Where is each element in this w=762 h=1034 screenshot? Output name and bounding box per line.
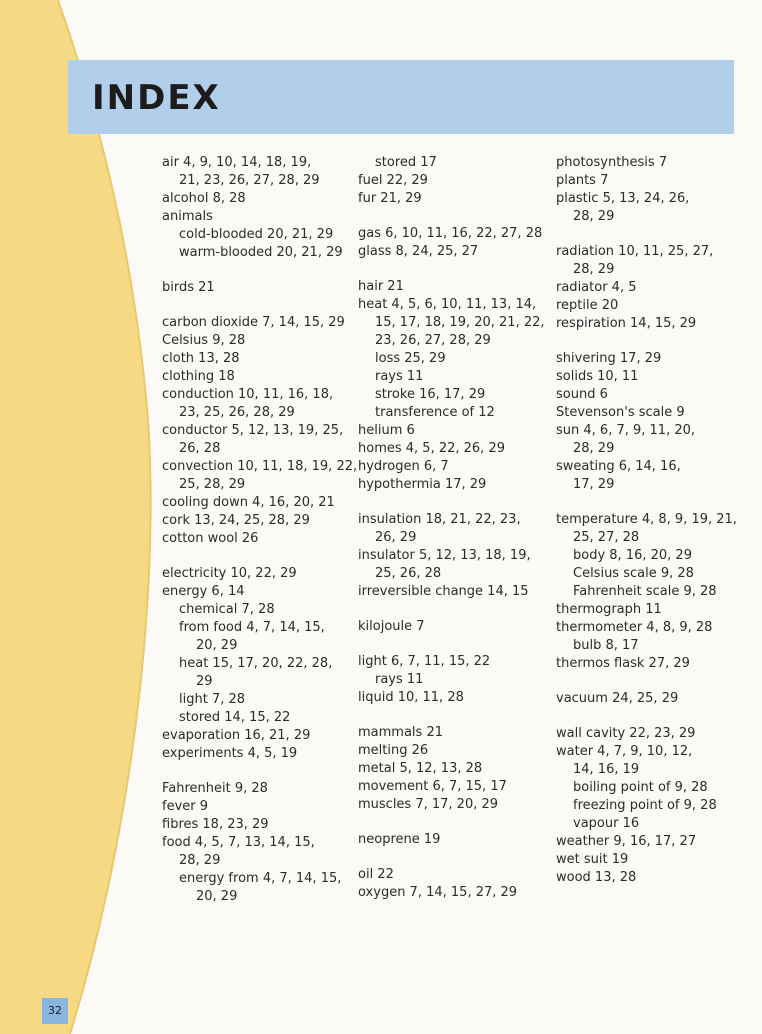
entry-continuation: 21, 23, 26, 27, 28, 29 bbox=[179, 173, 320, 188]
entry-text: helium 6 bbox=[358, 423, 415, 438]
index-subentry bbox=[162, 226, 352, 244]
entry-text: fever 9 bbox=[162, 799, 209, 814]
entry-text: energy from 4, 7, 14, 15, bbox=[179, 871, 342, 886]
entry-text: loss 25, 29 bbox=[375, 351, 446, 366]
index-entry bbox=[358, 296, 548, 350]
index-subentry bbox=[162, 619, 352, 655]
index-entry bbox=[358, 172, 548, 190]
index-banner bbox=[68, 60, 734, 134]
entry-text: cold-blooded 20, 21, 29 bbox=[179, 227, 334, 242]
entry-text: birds 21 bbox=[162, 280, 215, 295]
index-entry bbox=[162, 727, 352, 745]
index-entry bbox=[358, 190, 548, 208]
index-entry bbox=[162, 154, 352, 190]
index-entry bbox=[556, 190, 746, 226]
index-entry bbox=[556, 458, 746, 494]
index-entry bbox=[556, 655, 746, 673]
entry-text: thermometer 4, 8, 9, 28 bbox=[556, 620, 713, 635]
index-column-1 bbox=[162, 154, 358, 906]
entry-text: alcohol 8, 28 bbox=[162, 191, 246, 206]
entry-text: light 7, 28 bbox=[179, 692, 246, 707]
entry-text: cotton wool 26 bbox=[162, 531, 259, 546]
entry-text: wet suit 19 bbox=[556, 852, 629, 867]
index-entry bbox=[556, 279, 746, 297]
index-entry bbox=[162, 512, 352, 530]
index-column-3 bbox=[556, 154, 746, 887]
entry-text: air 4, 9, 10, 14, 18, 19, bbox=[162, 155, 312, 170]
entry-text: oxygen 7, 14, 15, 27, 29 bbox=[358, 885, 518, 900]
index-entry bbox=[162, 279, 352, 297]
entry-text: vacuum 24, 25, 29 bbox=[556, 691, 679, 706]
index-entry bbox=[556, 243, 746, 279]
index-subentry bbox=[358, 404, 548, 422]
index-subentry bbox=[162, 870, 352, 906]
entry-text: rays 11 bbox=[375, 672, 424, 687]
entry-text: freezing point of 9, 28 bbox=[573, 798, 717, 813]
entry-text: glass 8, 24, 25, 27 bbox=[358, 244, 479, 259]
index-entry bbox=[358, 866, 548, 884]
index-entry bbox=[358, 547, 548, 583]
index-entry bbox=[162, 332, 352, 350]
entry-continuation: 25, 26, 28 bbox=[375, 566, 442, 581]
index-entry bbox=[162, 368, 352, 386]
index-entry bbox=[556, 386, 746, 404]
entry-text: respiration 14, 15, 29 bbox=[556, 316, 697, 331]
entry-text: light 6, 7, 11, 15, 22 bbox=[358, 654, 491, 669]
entry-continuation: 20, 29 bbox=[196, 638, 238, 653]
index-entry bbox=[358, 742, 548, 760]
entry-text: vapour 16 bbox=[573, 816, 640, 831]
entry-text: stroke 16, 17, 29 bbox=[375, 387, 486, 402]
index-entry bbox=[358, 225, 548, 243]
entry-continuation: 14, 16, 19 bbox=[573, 762, 640, 777]
index-entry bbox=[556, 743, 746, 779]
index-entry bbox=[556, 725, 746, 743]
entry-continuation: 28, 29 bbox=[573, 209, 615, 224]
entry-text: body 8, 16, 20, 29 bbox=[573, 548, 692, 563]
index-entry bbox=[358, 760, 548, 778]
entry-text: photosynthesis 7 bbox=[556, 155, 668, 170]
index-entry bbox=[556, 422, 746, 458]
index-subentry bbox=[358, 386, 548, 404]
entry-continuation: 25, 27, 28 bbox=[573, 530, 640, 545]
index-entry bbox=[358, 511, 548, 547]
index-entry bbox=[162, 583, 352, 601]
index-entry bbox=[162, 745, 352, 763]
entry-text: irreversible change 14, 15 bbox=[358, 584, 529, 599]
index-entry bbox=[556, 851, 746, 869]
entry-text: chemical 7, 28 bbox=[179, 602, 275, 617]
index-entry bbox=[162, 816, 352, 834]
entry-text: homes 4, 5, 22, 26, 29 bbox=[358, 441, 505, 456]
entry-text: boiling point of 9, 28 bbox=[573, 780, 708, 795]
index-entry bbox=[358, 243, 548, 261]
index-entry bbox=[162, 458, 358, 494]
entry-text: oil 22 bbox=[358, 867, 394, 882]
index-entry bbox=[556, 601, 746, 619]
index-entry bbox=[358, 884, 548, 902]
index-subentry bbox=[358, 350, 548, 368]
index-entry bbox=[358, 778, 548, 796]
entry-text: electricity 10, 22, 29 bbox=[162, 566, 297, 581]
entry-text: bulb 8, 17 bbox=[573, 638, 639, 653]
index-subentry bbox=[556, 815, 746, 833]
entry-text: Fahrenheit scale 9, 28 bbox=[573, 584, 717, 599]
index-entry bbox=[162, 422, 352, 458]
index-entry bbox=[556, 350, 746, 368]
index-entry bbox=[358, 440, 548, 458]
entry-continuation: 25, 28, 29 bbox=[179, 477, 246, 492]
entry-continuation: 26, 28 bbox=[179, 441, 221, 456]
index-entry bbox=[162, 208, 352, 226]
index-entry bbox=[162, 494, 352, 512]
index-subentry bbox=[556, 779, 746, 797]
entry-text: conductor 5, 12, 13, 19, 25, bbox=[162, 423, 344, 438]
entry-text: cooling down 4, 16, 20, 21 bbox=[162, 495, 335, 510]
entry-text: neoprene 19 bbox=[358, 832, 441, 847]
entry-text: conduction 10, 11, 16, 18, bbox=[162, 387, 334, 402]
entry-text: sound 6 bbox=[556, 387, 608, 402]
entry-text: stored 14, 15, 22 bbox=[179, 710, 291, 725]
entry-text: weather 9, 16, 17, 27 bbox=[556, 834, 697, 849]
entry-text: solids 10, 11 bbox=[556, 369, 639, 384]
index-entry bbox=[162, 314, 352, 332]
index-entry bbox=[358, 618, 548, 636]
entry-text: sun 4, 6, 7, 9, 11, 20, bbox=[556, 423, 696, 438]
index-subentry bbox=[358, 368, 548, 386]
entry-text: thermos flask 27, 29 bbox=[556, 656, 690, 671]
index-entry bbox=[556, 690, 746, 708]
entry-text: radiator 4, 5 bbox=[556, 280, 637, 295]
entry-text: plastic 5, 13, 24, 26, bbox=[556, 191, 690, 206]
index-entry bbox=[358, 458, 548, 476]
entry-text: evaporation 16, 21, 29 bbox=[162, 728, 311, 743]
index-subentry bbox=[358, 671, 548, 689]
index-entry bbox=[358, 724, 548, 742]
index-subentry bbox=[556, 797, 746, 815]
entry-text: carbon dioxide 7, 14, 15, 29 bbox=[162, 315, 345, 330]
entry-text: thermograph 11 bbox=[556, 602, 662, 617]
entry-text: Stevenson's scale 9 bbox=[556, 405, 685, 420]
entry-text: cork 13, 24, 25, 28, 29 bbox=[162, 513, 310, 528]
entry-text: Celsius scale 9, 28 bbox=[573, 566, 694, 581]
entry-text: gas 6, 10, 11, 16, 22, 27, 28 bbox=[358, 226, 543, 241]
entry-text: shivering 17, 29 bbox=[556, 351, 662, 366]
entry-continuation: 15, 17, 18, 19, 20, 21, 22, bbox=[375, 315, 545, 330]
entry-text: sweating 6, 14, 16, bbox=[556, 459, 681, 474]
index-subentry bbox=[162, 601, 352, 619]
entry-text: cloth 13, 28 bbox=[162, 351, 240, 366]
entry-text: hair 21 bbox=[358, 279, 404, 294]
index-entry bbox=[358, 278, 548, 296]
index-entry bbox=[556, 368, 746, 386]
entry-text: liquid 10, 11, 28 bbox=[358, 690, 464, 705]
index-entry bbox=[358, 583, 548, 601]
entry-text: energy 6, 14 bbox=[162, 584, 245, 599]
index-column-2 bbox=[358, 154, 548, 902]
index-subentry bbox=[162, 691, 352, 709]
index-entry bbox=[556, 869, 746, 887]
index-subentry bbox=[556, 547, 746, 565]
entry-text: from food 4, 7, 14, 15, bbox=[179, 620, 325, 635]
entry-continuation: 28, 29 bbox=[573, 441, 615, 456]
index-entry bbox=[162, 798, 352, 816]
entry-text: hydrogen 6, 7 bbox=[358, 459, 449, 474]
entry-text: Celsius 9, 28 bbox=[162, 333, 246, 348]
index-entry bbox=[556, 619, 746, 637]
index-entry bbox=[358, 689, 548, 707]
index-entry bbox=[556, 404, 746, 422]
index-entry bbox=[162, 190, 352, 208]
index-subentry bbox=[556, 637, 746, 655]
index-entry bbox=[358, 796, 548, 814]
entry-text: radiation 10, 11, 25, 27, bbox=[556, 244, 714, 259]
index-subentry bbox=[358, 154, 548, 172]
entry-text: food 4, 5, 7, 13, 14, 15, bbox=[162, 835, 315, 850]
index-entry bbox=[162, 780, 352, 798]
page-title: INDEX bbox=[92, 78, 221, 118]
index-subentry bbox=[162, 709, 352, 727]
index-entry bbox=[556, 297, 746, 315]
entry-text: Fahrenheit 9, 28 bbox=[162, 781, 268, 796]
entry-continuation: 17, 29 bbox=[573, 477, 615, 492]
entry-text: warm-blooded 20, 21, 29 bbox=[179, 245, 343, 260]
entry-text: wood 13, 28 bbox=[556, 870, 637, 885]
entry-continuation: 28, 29 bbox=[573, 262, 615, 277]
entry-text: wall cavity 22, 23, 29 bbox=[556, 726, 696, 741]
entry-text: hypothermia 17, 29 bbox=[358, 477, 487, 492]
entry-text: experiments 4, 5, 19 bbox=[162, 746, 298, 761]
entry-text: rays 11 bbox=[375, 369, 424, 384]
entry-text: reptile 20 bbox=[556, 298, 619, 313]
entry-continuation: 26, 29 bbox=[375, 530, 417, 545]
index-entry bbox=[162, 350, 352, 368]
page-number: 32 bbox=[42, 998, 68, 1024]
entry-text: metal 5, 12, 13, 28 bbox=[358, 761, 483, 776]
entry-text: melting 26 bbox=[358, 743, 429, 758]
entry-continuation: 23, 26, 27, 28, 29 bbox=[375, 333, 491, 348]
index-entry bbox=[556, 511, 746, 547]
entry-text: heat 4, 5, 6, 10, 11, 13, 14, bbox=[358, 297, 537, 312]
entry-text: stored 17 bbox=[375, 155, 437, 170]
entry-text: heat 15, 17, 20, 22, 28, bbox=[179, 656, 333, 671]
entry-text: insulator 5, 12, 13, 18, 19, bbox=[358, 548, 531, 563]
index-entry bbox=[358, 476, 548, 494]
entry-text: muscles 7, 17, 20, 29 bbox=[358, 797, 499, 812]
index-entry bbox=[162, 386, 352, 422]
index-subentry bbox=[162, 655, 352, 691]
entry-continuation: 20, 29 bbox=[196, 889, 238, 904]
entry-text: mammals 21 bbox=[358, 725, 443, 740]
index-subentry bbox=[556, 565, 746, 583]
entry-text: insulation 18, 21, 22, 23, bbox=[358, 512, 521, 527]
entry-text: fibres 18, 23, 29 bbox=[162, 817, 269, 832]
entry-text: plants 7 bbox=[556, 173, 609, 188]
entry-text: fuel 22, 29 bbox=[358, 173, 428, 188]
entry-text: convection 10, 11, 18, 19, 22, bbox=[162, 459, 358, 474]
entry-text: temperature 4, 8, 9, 19, 21, bbox=[556, 512, 737, 527]
entry-continuation: 28, 29 bbox=[179, 853, 221, 868]
entry-continuation: 23, 25, 26, 28, 29 bbox=[179, 405, 295, 420]
entry-continuation: 29 bbox=[196, 674, 213, 689]
index-entry bbox=[162, 530, 352, 548]
index-entry bbox=[162, 565, 352, 583]
entry-text: animals bbox=[162, 209, 213, 224]
index-entry bbox=[556, 172, 746, 190]
entry-text: transference of 12 bbox=[375, 405, 495, 420]
index-subentry bbox=[556, 583, 746, 601]
index-entry bbox=[358, 653, 548, 671]
entry-text: fur 21, 29 bbox=[358, 191, 422, 206]
index-entry bbox=[556, 315, 746, 333]
index-entry bbox=[358, 831, 548, 849]
index-entry bbox=[162, 834, 352, 870]
entry-text: clothing 18 bbox=[162, 369, 235, 384]
entry-text: kilojoule 7 bbox=[358, 619, 425, 634]
entry-text: movement 6, 7, 15, 17 bbox=[358, 779, 507, 794]
index-entry bbox=[556, 154, 746, 172]
index-subentry bbox=[162, 244, 352, 262]
entry-text: water 4, 7, 9, 10, 12, bbox=[556, 744, 693, 759]
index-entry bbox=[556, 833, 746, 851]
index-entry bbox=[358, 422, 548, 440]
